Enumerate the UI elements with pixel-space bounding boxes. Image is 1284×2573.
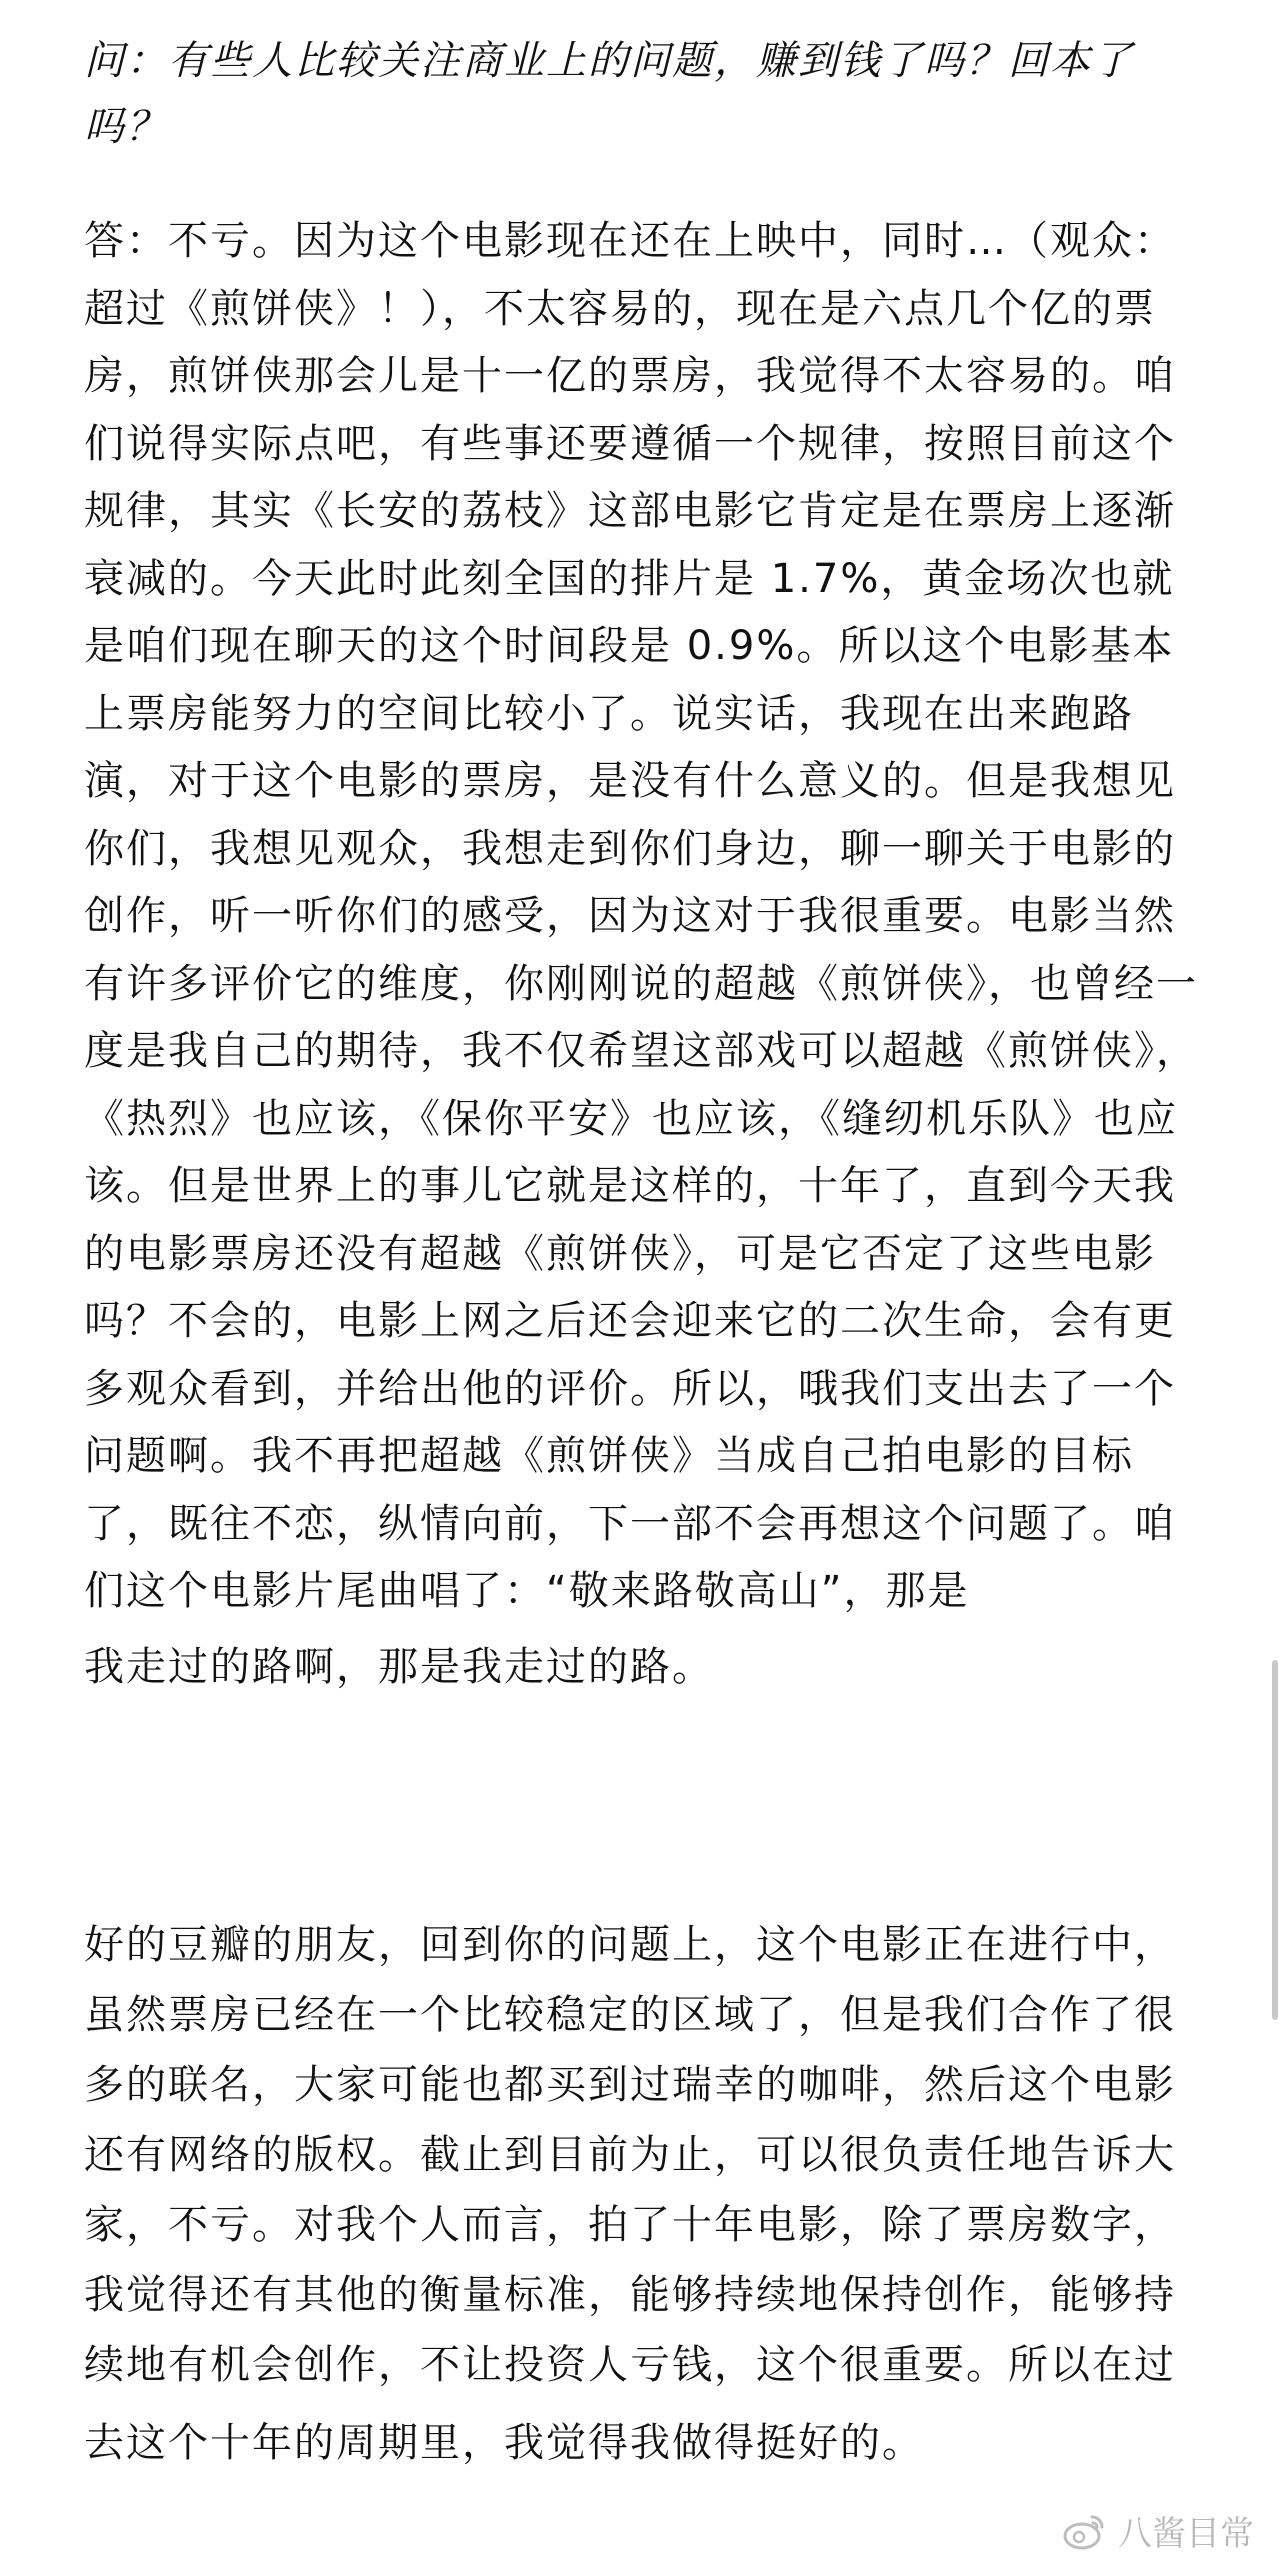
- question-text: 问：有些人比较关注商业上的问题，赚到钱了吗？回本了吗？: [84, 38, 1134, 150]
- answer-text: 答：不亏。因为这个电影现在还在上映中，同时…（观众：超过《煎饼侠》！），不太容易的，现在是六点几个亿的票房，煎饼侠那会儿是十一亿的票房，我觉得不太容易的。咱们说得实际点吧，有些事还要遵循一个规律，按照目前这个规律，其实《长安的荔枝》这部电影它肯定是在票房上逐渐衰减的。今天此时此刻全国的排片是 1.7%，黄金场次也就是咱们现在聊天的这个时间段是 0.9%。所以这个电影基本上票房能努力的空间比较小了。说实话，我现在出来跑路演，对于这个电影的票房，是没有什么意义的。但是我想见你们，我想见观众，我想走到你们身边，聊一聊关于电影的创作，听一听你们的感受，因为这对于我很重要。电影当然有许多评价它的维度，你刚刚说的超越《煎饼侠》，也曾经一度是我自己的期待，我不仅希望这部戏可以超越《煎饼侠》，《热烈》也应该，《保你平安》也应该，《缝纫机乐队》也应该。但是世界上的事儿它就是这样的，十年了，直到今天我的电影票房还没有超越《煎饼侠》，可是它否定了这些电影吗？不会的，电影上网之后还会迎来它的二次生命，会有更多观众看到，并给出他的评价。所以，哦我们支出去了一个问题啊。我不再把超越《煎饼侠》当成自己拍电影的目标了，既往不恋，纵情向前，下一部不会再想这个问题了。咱们这个电影片尾曲唱了：“敬来路敬高山”，那是: [84, 218, 1198, 1614]
- question-paragraph: [84, 28, 1214, 160]
- watermark: [1062, 2506, 1254, 2555]
- watermark-text: 八酱目常: [1118, 2514, 1254, 2554]
- followup-text: 好的豆瓣的朋友，回到你的问题上，这个电影正在进行中，虽然票房已经在一个比较稳定的区域了，但是我们合作了很多的联名，大家可能也都买到过瑞幸的咖啡，然后这个电影还有网络的版权。截止到目前为止，可以很负责任地告诉大家，不亏。对我个人而言，拍了十年电影，除了票房数字，我觉得还有其他的衡量标准，能够持续地保持创作，能够持续地有机会创作，不让投资人亏钱，这个很重要。所以在过: [84, 1922, 1176, 2388]
- scrollbar[interactable]: [1272, 1660, 1278, 2020]
- followup-paragraph: [84, 1910, 1214, 2478]
- answer-last-line: 我走过的路啊，那是我走过的路。: [84, 1643, 714, 1690]
- followup-last-line: 去这个十年的周期里，我觉得我做得挺好的。: [84, 2420, 924, 2466]
- answer-paragraph: [84, 208, 1214, 1701]
- weibo-icon: [1062, 2511, 1108, 2551]
